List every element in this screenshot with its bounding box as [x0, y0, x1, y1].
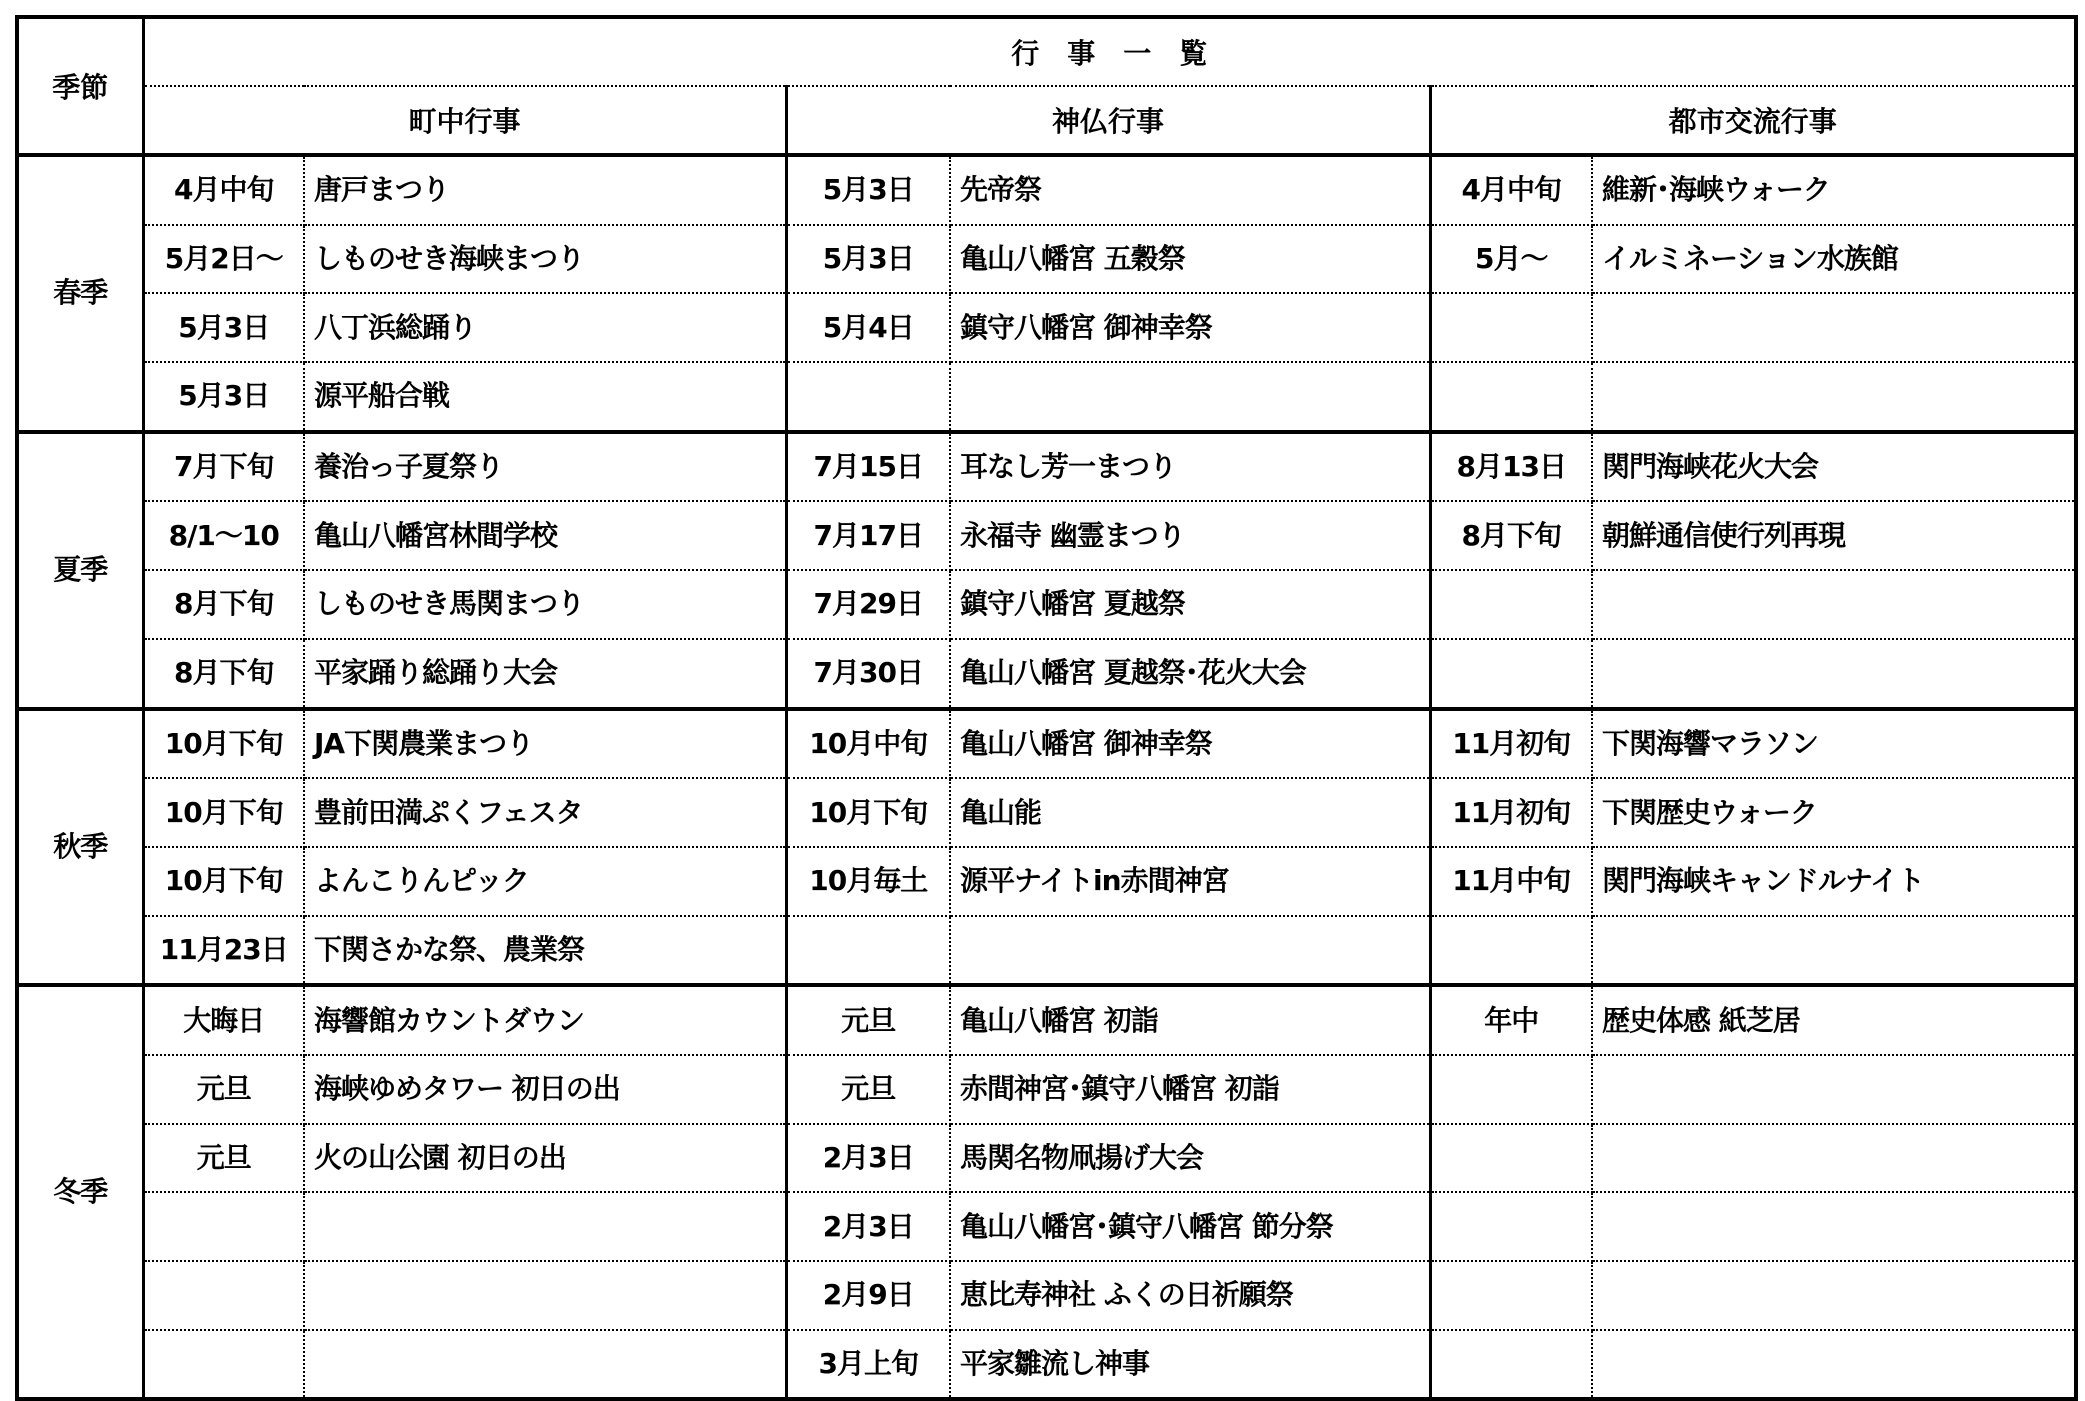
shrine-date-cell	[786, 916, 950, 986]
category-header-city-exchange: 都市交流行事	[1430, 86, 2076, 155]
shrine-date-cell: 10月下旬	[786, 778, 950, 847]
exchange-date-cell: 年中	[1430, 985, 1592, 1055]
shrine-date-cell: 元旦	[786, 985, 950, 1055]
shrine-date-cell: 7月30日	[786, 639, 950, 709]
shrine-event-cell	[950, 916, 1430, 986]
table-row	[17, 709, 2076, 779]
exchange-event-cell	[1592, 293, 2076, 362]
shrine-date-cell: 10月中旬	[786, 709, 950, 779]
shrine-date-cell: 7月15日	[786, 432, 950, 502]
exchange-date-cell: 11月初旬	[1430, 709, 1592, 779]
shrine-date-cell: 3月上旬	[786, 1330, 950, 1400]
town-event-cell: 亀山八幡宮林間学校	[304, 501, 786, 570]
shrine-event-cell: 亀山能	[950, 778, 1430, 847]
shrine-date-cell: 7月29日	[786, 570, 950, 639]
exchange-event-cell	[1592, 1124, 2076, 1193]
town-event-cell: 海響館カウントダウン	[304, 985, 786, 1055]
town-date-cell: 11月23日	[143, 916, 304, 986]
season-label: 夏季	[17, 432, 143, 709]
shrine-event-cell: 亀山八幡宮 御神幸祭	[950, 709, 1430, 779]
table-body	[17, 155, 2076, 1399]
exchange-event-cell: 関門海峡花火大会	[1592, 432, 2076, 502]
town-event-cell: 唐戸まつり	[304, 155, 786, 225]
exchange-date-cell	[1430, 1261, 1592, 1330]
town-event-cell: 八丁浜総踊り	[304, 293, 786, 362]
town-event-cell: しものせき馬関まつり	[304, 570, 786, 639]
exchange-date-cell	[1430, 639, 1592, 709]
table-row	[17, 570, 2076, 639]
shrine-event-cell: 鎮守八幡宮 夏越祭	[950, 570, 1430, 639]
town-date-cell	[143, 1330, 304, 1400]
table-row	[17, 1124, 2076, 1193]
town-event-cell: JA下関農業まつり	[304, 709, 786, 779]
shrine-date-cell: 2月3日	[786, 1192, 950, 1261]
exchange-date-cell: 4月中旬	[1430, 155, 1592, 225]
table-row	[17, 847, 2076, 916]
season-column-header: 季節	[17, 17, 143, 155]
town-event-cell: よんこりんピック	[304, 847, 786, 916]
shrine-event-cell: 永福寺 幽霊まつり	[950, 501, 1430, 570]
shrine-event-cell: 亀山八幡宮･鎮守八幡宮 節分祭	[950, 1192, 1430, 1261]
table-row	[17, 1261, 2076, 1330]
shrine-date-cell: 5月3日	[786, 155, 950, 225]
table-row	[17, 778, 2076, 847]
town-event-cell: 源平船合戦	[304, 362, 786, 432]
town-date-cell: 元旦	[143, 1124, 304, 1193]
table-title: 行事一覧	[143, 17, 2076, 86]
shrine-date-cell: 2月9日	[786, 1261, 950, 1330]
shrine-date-cell: 10月毎土	[786, 847, 950, 916]
shrine-event-cell: 赤間神宮･鎮守八幡宮 初詣	[950, 1055, 1430, 1124]
table-row	[17, 985, 2076, 1055]
town-date-cell: 5月2日～	[143, 225, 304, 294]
town-event-cell: しものせき海峡まつり	[304, 225, 786, 294]
shrine-date-cell: 7月17日	[786, 501, 950, 570]
exchange-date-cell	[1430, 570, 1592, 639]
table-row	[17, 639, 2076, 709]
shrine-event-cell: 亀山八幡宮 五穀祭	[950, 225, 1430, 294]
exchange-date-cell: 5月～	[1430, 225, 1592, 294]
season-label: 秋季	[17, 709, 143, 986]
table-row	[17, 1192, 2076, 1261]
season-label: 春季	[17, 155, 143, 432]
season-label: 冬季	[17, 985, 143, 1399]
shrine-date-cell	[786, 362, 950, 432]
exchange-date-cell: 11月中旬	[1430, 847, 1592, 916]
exchange-date-cell: 8月下旬	[1430, 501, 1592, 570]
table-row	[17, 293, 2076, 362]
table-row	[17, 155, 2076, 225]
exchange-event-cell	[1592, 639, 2076, 709]
exchange-event-cell: 関門海峡キャンドルナイト	[1592, 847, 2076, 916]
exchange-event-cell	[1592, 1330, 2076, 1400]
town-event-cell: 火の山公園 初日の出	[304, 1124, 786, 1193]
town-date-cell	[143, 1192, 304, 1261]
shrine-date-cell: 5月4日	[786, 293, 950, 362]
table-row	[17, 225, 2076, 294]
exchange-event-cell: 歴史体感 紙芝居	[1592, 985, 2076, 1055]
category-header-shrine-temple: 神仏行事	[786, 86, 1430, 155]
town-date-cell: 7月下旬	[143, 432, 304, 502]
shrine-event-cell: 鎮守八幡宮 御神幸祭	[950, 293, 1430, 362]
exchange-date-cell	[1430, 362, 1592, 432]
town-date-cell: 大晦日	[143, 985, 304, 1055]
exchange-event-cell: イルミネーション水族館	[1592, 225, 2076, 294]
table-row	[17, 432, 2076, 502]
exchange-event-cell: 下関歴史ウォーク	[1592, 778, 2076, 847]
town-date-cell: 8月下旬	[143, 639, 304, 709]
town-date-cell: 10月下旬	[143, 709, 304, 779]
exchange-date-cell	[1430, 1330, 1592, 1400]
table-row	[17, 1330, 2076, 1400]
exchange-date-cell	[1430, 1124, 1592, 1193]
table-row	[17, 1055, 2076, 1124]
exchange-date-cell	[1430, 293, 1592, 362]
table-row	[17, 916, 2076, 986]
town-date-cell: 5月3日	[143, 362, 304, 432]
shrine-event-cell: 耳なし芳一まつり	[950, 432, 1430, 502]
category-header-town: 町中行事	[143, 86, 786, 155]
town-date-cell: 8月下旬	[143, 570, 304, 639]
exchange-date-cell: 11月初旬	[1430, 778, 1592, 847]
town-date-cell: 5月3日	[143, 293, 304, 362]
exchange-date-cell	[1430, 1055, 1592, 1124]
exchange-event-cell	[1592, 1055, 2076, 1124]
table-row	[17, 362, 2076, 432]
exchange-date-cell: 8月13日	[1430, 432, 1592, 502]
shrine-event-cell: 恵比寿神社 ふくの日祈願祭	[950, 1261, 1430, 1330]
town-event-cell	[304, 1330, 786, 1400]
town-event-cell: 養治っ子夏祭り	[304, 432, 786, 502]
exchange-event-cell	[1592, 916, 2076, 986]
exchange-event-cell	[1592, 1261, 2076, 1330]
town-date-cell: 元旦	[143, 1055, 304, 1124]
exchange-event-cell: 下関海響マラソン	[1592, 709, 2076, 779]
shrine-event-cell: 亀山八幡宮 夏越祭･花火大会	[950, 639, 1430, 709]
exchange-event-cell: 朝鮮通信使行列再現	[1592, 501, 2076, 570]
shrine-event-cell: 馬関名物凧揚げ大会	[950, 1124, 1430, 1193]
exchange-date-cell	[1430, 916, 1592, 986]
exchange-event-cell	[1592, 570, 2076, 639]
shrine-date-cell: 5月3日	[786, 225, 950, 294]
shrine-event-cell: 先帝祭	[950, 155, 1430, 225]
town-event-cell	[304, 1261, 786, 1330]
town-date-cell: 4月中旬	[143, 155, 304, 225]
town-event-cell: 豊前田満ぷくフェスタ	[304, 778, 786, 847]
shrine-date-cell: 2月3日	[786, 1124, 950, 1193]
table-row	[17, 501, 2076, 570]
town-date-cell: 10月下旬	[143, 847, 304, 916]
shrine-event-cell: 亀山八幡宮 初詣	[950, 985, 1430, 1055]
town-event-cell	[304, 1192, 786, 1261]
town-date-cell: 8/1～10	[143, 501, 304, 570]
town-event-cell: 平家踊り総踊り大会	[304, 639, 786, 709]
town-date-cell	[143, 1261, 304, 1330]
shrine-date-cell: 元旦	[786, 1055, 950, 1124]
exchange-date-cell	[1430, 1192, 1592, 1261]
exchange-event-cell	[1592, 362, 2076, 432]
exchange-event-cell: 維新･海峡ウォーク	[1592, 155, 2076, 225]
town-date-cell: 10月下旬	[143, 778, 304, 847]
shrine-event-cell: 平家雛流し神事	[950, 1330, 1430, 1400]
town-event-cell: 海峡ゆめタワー 初日の出	[304, 1055, 786, 1124]
events-table	[15, 15, 2078, 1401]
exchange-event-cell	[1592, 1192, 2076, 1261]
shrine-event-cell	[950, 362, 1430, 432]
shrine-event-cell: 源平ナイトin赤間神宮	[950, 847, 1430, 916]
town-event-cell: 下関さかな祭、農業祭	[304, 916, 786, 986]
